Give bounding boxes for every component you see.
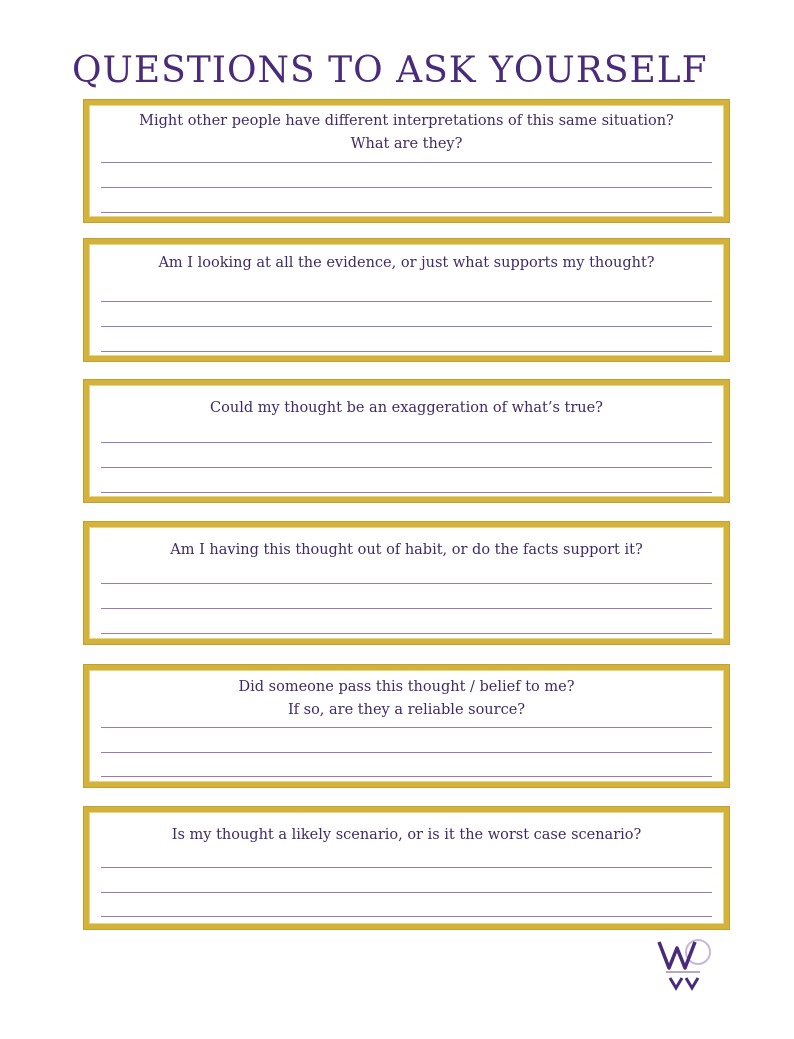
question-card-4 — [84, 522, 729, 644]
question-text-4: Am I having this thought out of habit, or do the facts support it? — [170, 542, 643, 558]
answer-line[interactable] — [101, 892, 712, 893]
question-text-6: Is my thought a likely scenario, or is it the worst case scenario? — [171, 827, 642, 843]
answer-line[interactable] — [101, 162, 712, 163]
answer-line[interactable] — [101, 867, 712, 868]
question-text-2: Am I looking at all the evidence, or just what supports my thought? — [158, 255, 655, 271]
answer-line[interactable] — [101, 351, 712, 352]
answer-line[interactable] — [101, 583, 712, 584]
question-text-5-line-1: Did someone pass this thought / belief to me? — [238, 679, 575, 695]
answer-line[interactable] — [101, 326, 712, 327]
question-text-3: Could my thought be an exaggeration of what’s true? — [210, 400, 603, 416]
ww-monogram-logo — [656, 938, 716, 994]
answer-line[interactable] — [101, 301, 712, 302]
question-card-5 — [84, 665, 729, 787]
question-text-1-line-1: Might other people have different interpretations of this same situation? — [139, 113, 674, 129]
answer-line[interactable] — [101, 467, 712, 468]
answer-line[interactable] — [101, 776, 712, 777]
answer-line[interactable] — [101, 916, 712, 917]
answer-line[interactable] — [101, 752, 712, 753]
answer-line[interactable] — [101, 187, 712, 188]
question-card-3 — [84, 380, 729, 502]
ww-monogram-icon — [656, 938, 716, 994]
question-text-5-line-2: If so, are they a reliable source? — [287, 702, 526, 718]
question-card-1 — [84, 100, 729, 222]
question-text-1-line-2: What are they? — [350, 136, 463, 152]
answer-line[interactable] — [101, 442, 712, 443]
answer-line[interactable] — [101, 492, 712, 493]
answer-line[interactable] — [101, 608, 712, 609]
question-card-2 — [84, 239, 729, 361]
answer-line[interactable] — [101, 212, 712, 213]
answer-line[interactable] — [101, 633, 712, 634]
question-card-6 — [84, 807, 729, 929]
page-title: QUESTIONS TO ASK YOURSELF — [72, 50, 708, 91]
answer-line[interactable] — [101, 727, 712, 728]
